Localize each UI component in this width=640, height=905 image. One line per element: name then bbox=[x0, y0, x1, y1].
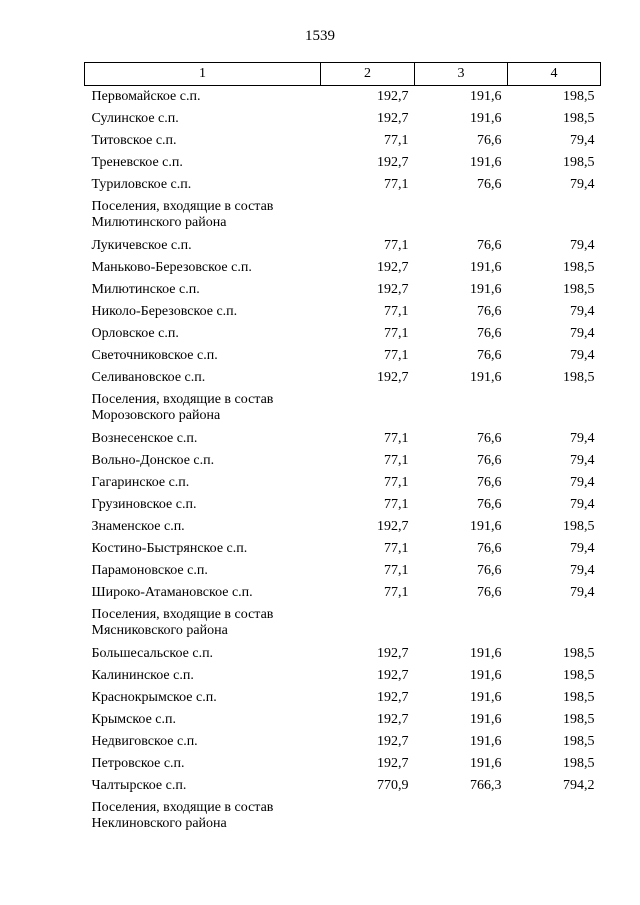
table-row bbox=[85, 152, 601, 174]
value-col-2: 77,1 bbox=[384, 304, 409, 319]
settlement-name: Парамоновское с.п. bbox=[91, 563, 208, 578]
value-col-3: 191,6 bbox=[470, 370, 502, 385]
group-heading-row bbox=[85, 196, 601, 235]
table-row bbox=[85, 687, 601, 709]
value-col-3: 76,6 bbox=[477, 133, 502, 148]
value-col-3: 76,6 bbox=[477, 431, 502, 446]
table-row bbox=[85, 538, 601, 560]
settlement-name: Сулинское с.п. bbox=[91, 111, 179, 126]
group-heading-line: Поселения, входящие в состав bbox=[91, 800, 274, 815]
value-col-2: 77,1 bbox=[384, 348, 409, 363]
value-col-2: 192,7 bbox=[377, 646, 409, 661]
value-col-3: 191,6 bbox=[470, 690, 502, 705]
value-col-3: 76,6 bbox=[477, 475, 502, 490]
group-heading-row bbox=[85, 604, 601, 643]
value-col-3: 191,6 bbox=[470, 712, 502, 727]
value-col-4: 198,5 bbox=[563, 155, 595, 170]
settlement-name: Треневское с.п. bbox=[91, 155, 183, 170]
value-col-2: 77,1 bbox=[384, 541, 409, 556]
value-col-2: 77,1 bbox=[384, 133, 409, 148]
settlement-name: Костино-Быстрянское с.п. bbox=[91, 541, 248, 556]
value-col-2: 192,7 bbox=[377, 155, 409, 170]
value-col-3: 76,6 bbox=[477, 585, 502, 600]
group-heading-line: Поселения, входящие в состав bbox=[91, 607, 274, 622]
table-row bbox=[85, 709, 601, 731]
group-heading-line: Поселения, входящие в состав bbox=[91, 199, 274, 214]
table-row bbox=[85, 174, 601, 196]
value-col-2: 77,1 bbox=[384, 585, 409, 600]
settlement-name: Знаменское с.п. bbox=[91, 519, 185, 534]
value-col-4: 79,4 bbox=[570, 585, 595, 600]
value-col-3: 76,6 bbox=[477, 177, 502, 192]
value-col-4: 198,5 bbox=[563, 668, 595, 683]
settlement-name: Краснокрымское с.п. bbox=[91, 690, 217, 705]
group-heading bbox=[85, 797, 601, 836]
header-row bbox=[85, 63, 601, 86]
settlements-table bbox=[84, 62, 601, 836]
settlement-name: Милютинское с.п. bbox=[91, 282, 200, 297]
group-heading-district: Мясниковского района bbox=[91, 623, 228, 638]
table-row bbox=[85, 323, 601, 345]
table-row bbox=[85, 582, 601, 604]
group-heading-district: Неклиновского района bbox=[91, 816, 227, 831]
group-heading-row bbox=[85, 797, 601, 836]
table-row bbox=[85, 108, 601, 130]
settlement-name: Широко-Атамановское с.п. bbox=[91, 585, 253, 600]
table-row bbox=[85, 643, 601, 665]
value-col-3: 191,6 bbox=[470, 89, 502, 104]
value-col-3: 76,6 bbox=[477, 304, 502, 319]
value-col-4: 79,4 bbox=[570, 304, 595, 319]
value-col-2: 77,1 bbox=[384, 177, 409, 192]
value-col-3: 766,3 bbox=[470, 778, 502, 793]
value-col-4: 79,4 bbox=[570, 475, 595, 490]
value-col-2: 770,9 bbox=[377, 778, 409, 793]
table-row bbox=[85, 665, 601, 687]
value-col-4: 79,4 bbox=[570, 326, 595, 341]
group-heading bbox=[85, 196, 601, 235]
table-row bbox=[85, 494, 601, 516]
value-col-3: 76,6 bbox=[477, 453, 502, 468]
table-row bbox=[85, 516, 601, 538]
settlement-name: Гагаринское с.п. bbox=[91, 475, 190, 490]
column-header-1: 1 bbox=[85, 63, 321, 86]
value-col-3: 191,6 bbox=[470, 668, 502, 683]
settlement-name: Лукичевское с.п. bbox=[91, 238, 192, 253]
table-row bbox=[85, 86, 601, 109]
value-col-2: 192,7 bbox=[377, 712, 409, 727]
group-heading bbox=[85, 604, 601, 643]
settlement-name: Крымское с.п. bbox=[91, 712, 176, 727]
column-header-3: 3 bbox=[415, 63, 508, 86]
value-col-4: 198,5 bbox=[563, 734, 595, 749]
value-col-2: 77,1 bbox=[384, 453, 409, 468]
settlement-name: Первомайское с.п. bbox=[91, 89, 201, 104]
value-col-4: 198,5 bbox=[563, 89, 595, 104]
table-row bbox=[85, 775, 601, 797]
value-col-4: 794,2 bbox=[563, 778, 595, 793]
value-col-3: 191,6 bbox=[470, 646, 502, 661]
value-col-4: 198,5 bbox=[563, 111, 595, 126]
value-col-4: 79,4 bbox=[570, 238, 595, 253]
value-col-4: 79,4 bbox=[570, 348, 595, 363]
group-heading-district: Морозовского района bbox=[91, 408, 221, 423]
value-col-2: 77,1 bbox=[384, 563, 409, 578]
settlement-name: Грузиновское с.п. bbox=[91, 497, 197, 512]
table-row bbox=[85, 560, 601, 582]
value-col-3: 76,6 bbox=[477, 563, 502, 578]
value-col-4: 198,5 bbox=[563, 519, 595, 534]
value-col-2: 192,7 bbox=[377, 260, 409, 275]
value-col-3: 191,6 bbox=[470, 756, 502, 771]
table-row bbox=[85, 301, 601, 323]
table-header bbox=[85, 63, 601, 86]
value-col-3: 191,6 bbox=[470, 519, 502, 534]
value-col-3: 191,6 bbox=[470, 260, 502, 275]
table-row bbox=[85, 472, 601, 494]
settlement-name: Туриловское с.п. bbox=[91, 177, 192, 192]
table-row bbox=[85, 367, 601, 389]
value-col-3: 76,6 bbox=[477, 497, 502, 512]
settlement-name: Вознесенское с.п. bbox=[91, 431, 198, 446]
value-col-4: 79,4 bbox=[570, 431, 595, 446]
value-col-2: 77,1 bbox=[384, 238, 409, 253]
settlement-name: Большесальское с.п. bbox=[91, 646, 214, 661]
value-col-4: 79,4 bbox=[570, 497, 595, 512]
value-col-4: 198,5 bbox=[563, 282, 595, 297]
value-col-2: 192,7 bbox=[377, 668, 409, 683]
settlement-name: Маньково-Березовское с.п. bbox=[91, 260, 252, 275]
value-col-2: 192,7 bbox=[377, 111, 409, 126]
table-row bbox=[85, 345, 601, 367]
column-header-2: 2 bbox=[321, 63, 415, 86]
value-col-3: 191,6 bbox=[470, 111, 502, 126]
value-col-3: 191,6 bbox=[470, 155, 502, 170]
settlement-name: Селивановское с.п. bbox=[91, 370, 206, 385]
value-col-2: 192,7 bbox=[377, 690, 409, 705]
group-heading-line: Поселения, входящие в состав bbox=[91, 392, 274, 407]
value-col-2: 192,7 bbox=[377, 734, 409, 749]
settlement-name: Калининское с.п. bbox=[91, 668, 194, 683]
value-col-2: 192,7 bbox=[377, 519, 409, 534]
settlement-name: Вольно-Донское с.п. bbox=[91, 453, 215, 468]
settlement-name: Чалтырское с.п. bbox=[91, 778, 187, 793]
value-col-4: 198,5 bbox=[563, 756, 595, 771]
table-row bbox=[85, 753, 601, 775]
value-col-2: 192,7 bbox=[377, 756, 409, 771]
group-heading bbox=[85, 389, 601, 428]
table-body bbox=[85, 86, 601, 837]
settlement-name: Титовское с.п. bbox=[91, 133, 177, 148]
value-col-4: 79,4 bbox=[570, 563, 595, 578]
table-row bbox=[85, 428, 601, 450]
table-row bbox=[85, 450, 601, 472]
value-col-4: 198,5 bbox=[563, 690, 595, 705]
group-heading-district: Милютинского района bbox=[91, 215, 227, 230]
group-heading-row bbox=[85, 389, 601, 428]
settlement-name: Николо-Березовское с.п. bbox=[91, 304, 238, 319]
value-col-3: 76,6 bbox=[477, 348, 502, 363]
table-row bbox=[85, 130, 601, 152]
value-col-2: 192,7 bbox=[377, 89, 409, 104]
value-col-3: 191,6 bbox=[470, 734, 502, 749]
value-col-2: 77,1 bbox=[384, 475, 409, 490]
page-number: 1539 bbox=[305, 28, 335, 44]
value-col-4: 198,5 bbox=[563, 712, 595, 727]
table-row bbox=[85, 235, 601, 257]
value-col-3: 76,6 bbox=[477, 238, 502, 253]
value-col-2: 192,7 bbox=[377, 370, 409, 385]
settlement-name: Светочниковское с.п. bbox=[91, 348, 218, 363]
value-col-4: 79,4 bbox=[570, 453, 595, 468]
value-col-2: 77,1 bbox=[384, 497, 409, 512]
settlement-name: Орловское с.п. bbox=[91, 326, 179, 341]
value-col-3: 76,6 bbox=[477, 326, 502, 341]
value-col-4: 79,4 bbox=[570, 133, 595, 148]
value-col-4: 198,5 bbox=[563, 646, 595, 661]
settlement-name: Петровское с.п. bbox=[91, 756, 185, 771]
table-row bbox=[85, 279, 601, 301]
table-row bbox=[85, 257, 601, 279]
value-col-4: 198,5 bbox=[563, 370, 595, 385]
table-row bbox=[85, 731, 601, 753]
column-header-4: 4 bbox=[508, 63, 601, 86]
value-col-4: 79,4 bbox=[570, 541, 595, 556]
value-col-3: 76,6 bbox=[477, 541, 502, 556]
value-col-2: 192,7 bbox=[377, 282, 409, 297]
value-col-4: 79,4 bbox=[570, 177, 595, 192]
value-col-3: 191,6 bbox=[470, 282, 502, 297]
value-col-2: 77,1 bbox=[384, 326, 409, 341]
settlement-name: Недвиговское с.п. bbox=[91, 734, 198, 749]
value-col-4: 198,5 bbox=[563, 260, 595, 275]
value-col-2: 77,1 bbox=[384, 431, 409, 446]
